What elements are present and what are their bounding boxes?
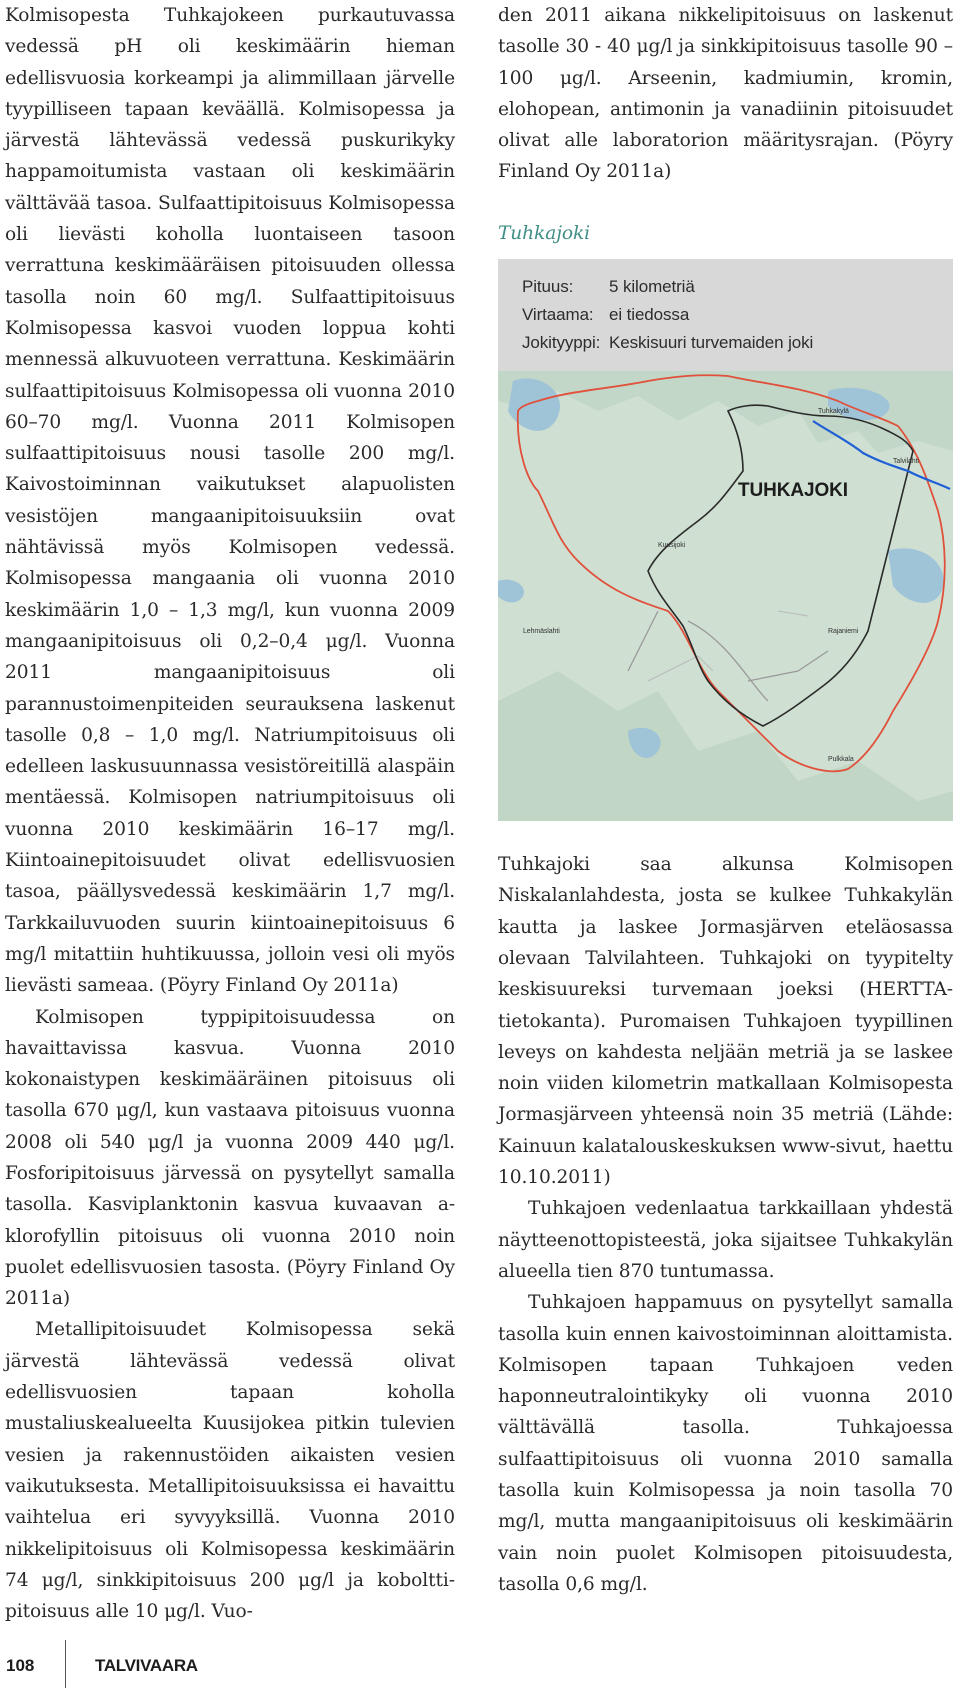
footer-divider bbox=[65, 1640, 66, 1688]
info-label: Pituus: bbox=[522, 277, 574, 297]
catchment-map bbox=[498, 371, 953, 821]
info-row-type bbox=[522, 329, 929, 357]
place-label: Pulkkala bbox=[828, 756, 854, 764]
info-row-length bbox=[522, 273, 929, 301]
body-paragraph-continued: den 2011 aikana nikkelipitoisuus on laskenut tasolle 30 - 40 μg/l ja sinkkipitoisuus tasolle 90 – 100 μg/l. Arseenin, kadmiumin, kromin, elohopean, antimonin ja vanadiinin pitoisuudet olivat alle laboratorion määritysrajan. (Pöyry Finland Oy 2011a) bbox=[498, 5, 953, 183]
info-value: Keskisuuri turvemaiden joki bbox=[609, 333, 814, 353]
place-label: Talvilahti bbox=[893, 458, 919, 466]
info-label: Virtaama: bbox=[522, 305, 594, 325]
body-paragraph-6: Tuhkajoen happamuus on pysytellyt samalla tasolla kuin ennen kaivostoiminnan aloittamista. Kolmisopen tapaan Tuhkajoen veden haponneutralointikyky oli vuonna 2010 välttävällä tasolla. Tuhkajoessa sulfaattipitoisuus oli vuonna 2010 samalla tasolla kuin Kolmisopessa ja noin tasolla 70 mg/l, mutta mangaanipitoisuus oli keskimäärin vain noin puolet Kolmisopen pitoisuudesta, tasolla 0,6 mg/l. bbox=[498, 1292, 953, 1595]
river-info-box bbox=[498, 259, 953, 371]
place-label: Tuhkakylä bbox=[818, 408, 849, 416]
place-label: Kuusijoki bbox=[658, 542, 686, 550]
map-title: TUHKAJOKI bbox=[738, 480, 848, 502]
info-row-flow bbox=[522, 301, 929, 329]
right-column bbox=[498, 0, 953, 1600]
body-paragraph-2: Kolmisopen typpipitoisuudessa on havaittavissa kasvua. Vuonna 2010 kokonaistypen keskimääräinen pitoisuus oli tasolla 670 μg/l, kun vastaava pitoisuus vuonna 2008 oli 540 μg/l ja vuonna 2009 440 μg/l. Fosforipitoisuus järvessä on pysytellyt samalla tasolla. Kasviplanktonin kasvua kuvaavan a-klorofyllin pitoisuus oli vuonna 2010 noin puolet edellisvuosien tasosta. (Pöyry Finland Oy 2011a) bbox=[5, 1006, 455, 1310]
page-number: 108 bbox=[6, 1656, 35, 1675]
place-label: Lehmäslahti bbox=[523, 628, 560, 636]
body-paragraph-3: Metallipitoisuudet Kolmisopessa sekä järvestä lähtevässä vedessä olivat edellisvuosien tapaan koholla mustaliuskealueelta Kuusijokea pitkin tulevien vesien ja rakennustöiden aikaisten vesien vaikutuksesta. Metallipitoisuuksissa ei havaittu vaihtelua eri syvyyksillä. Vuonna 2010 nikkelipitoisuus oli Kolmisopessa keskimäärin 74 μg/l, sinkkipitoisuus 200 μg/l ja kobolttipitoisuus alle 10 μg/l. Vuo- bbox=[5, 1319, 455, 1623]
info-value: ei tiedossa bbox=[609, 305, 690, 325]
place-label: Rajaniemi bbox=[828, 628, 859, 636]
body-paragraph-4: Tuhkajoki saa alkunsa Kolmisopen Niskalanlahdesta, josta se kulkee Tuhkakylän kautta ja laskee Jormasjärven eteläosassa olevaan Talvilahteen. Tuhkajoki on tyypitelty keskisuureksi turvemaan joeksi (HERTTA-tietokanta). Puromaisen Tuhkajoen tyypillinen leveys on kahdesta neljään metriä ja se laskee noin viiden kilometrin matkallaan Kolmisopesta Jormasjärveen yhteensä noin 35 metriä (Lähde: Kainuun kalatalouskeskuksen www-sivut, haettu 10.10.2011) bbox=[498, 854, 953, 1189]
body-paragraph-1: Kolmisopesta Tuhkajokeen purkautuvassa vedessä pH oli keskimäärin hieman edellisvuosia korkeampi ja alimmillaan järvelle tyypilliseen tapaan keväällä. Kolmisopessa ja järvestä lähtevässä vedessä puskurikyky happamoitumista vastaan oli keskimäärin välttävää tasoa. Sulfaattipitoisuus Kolmisopessa oli lievästi koholla luontaiseen tasoon verrattuna keskimääräisen pitoisuuden ollessa tasolla noin 60 mg/l. Sulfaattipitoisuus Kolmisopessa kasvoi vuoden loppua kohti mennessä alkuvuoteen verrattuna. Keskimäärin sulfaattipitoisuus Kolmisopessa oli vuonna 2010 60–70 mg/l. Vuonna 2011 Kolmisopen sulfaattipitoisuus nousi tasolle 200 mg/l. Kaivostoiminnan vaikutukset alapuolisten vesistöjen mangaanipitoisuuksiin ovat nähtävissä myös Kolmisopen vedessä. Kolmisopessa mangaania oli vuonna 2010 keskimäärin 1,0 – 1,3 mg/l, kun vuonna 2009 mangaanipitoisuus oli 0,2–0,4 μg/l. Vuonna 2011 mangaanipitoisuus oli parannustoimenpiteiden seurauksena laskenut tasolle 0,8 – 1,0 mg/l. Natriumpitoisuus oli edelleen laskusuunnassa vesistöreitillä alaspäin mentäessä. Kolmisopen natriumpitoisuus oli vuonna 2010 keskimäärin 16–17 mg/l. Kiintoainepitoisuudet olivat edellisvuosien tasoa, päällysvedessä keskimäärin 1,7 mg/l. Tarkkailuvuoden suurin kiintoainepitoisuus 6 mg/l mitattiin huhtikuussa, jolloin vesi oli myös lievästi sameaa. (Pöyry Finland Oy 2011a) bbox=[5, 5, 455, 997]
brand-logo: TALVIVAARA bbox=[95, 1656, 198, 1675]
body-paragraph-5: Tuhkajoen vedenlaatua tarkkaillaan yhdestä näytteenottopisteestä, joka sijaitsee Tuhkakylän alueella tien 870 tuntumassa. bbox=[498, 1198, 953, 1282]
section-heading: Tuhkajoki bbox=[498, 222, 590, 244]
info-label: Jokityyppi: bbox=[522, 333, 601, 353]
info-value: 5 kilometriä bbox=[609, 277, 695, 297]
left-column bbox=[5, 0, 455, 1627]
